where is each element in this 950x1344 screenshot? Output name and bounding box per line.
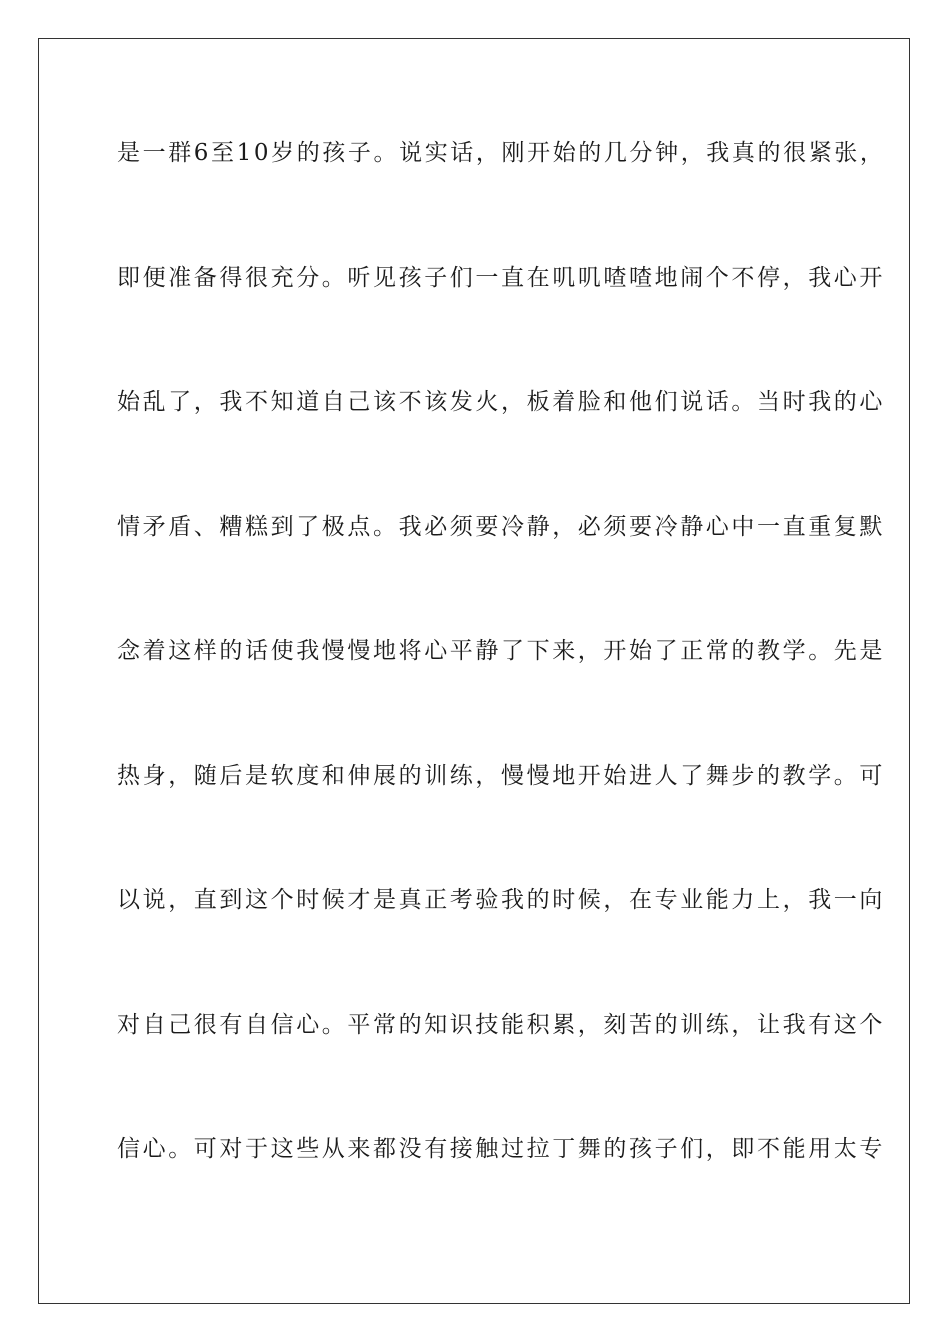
document-body [117, 128, 886, 1249]
text-line: 始乱了，我不知道自己该不该发火，板着脸和他们说话。当时我的心 [117, 389, 885, 415]
text-line: 热身，随后是软度和伸展的训练，慢慢地开始进人了舞步的教学。可 [117, 762, 885, 789]
text-line: 情矛盾、糟糕到了极点。我必须要冷静，必须要冷静心中一直重复默 [117, 513, 885, 540]
text-line: 以说，直到这个时候才是真正考验我的时候，在专业能力上，我一向 [117, 887, 885, 913]
text-line: 念着这样的话使我慢慢地将心平静了下来，开始了正常的教学。先是 [117, 638, 885, 664]
text-line: 即便准备得很充分。听见孩子们一直在叽叽喳喳地闹个不停，我心开 [117, 264, 885, 291]
text-line: 对自己很有自信心。平常的知识技能积累，刻苦的训练，让我有这个 [117, 1011, 885, 1038]
text-line: 信心。可对于这些从来都没有接触过拉丁舞的孩子们，即不能用太专 [117, 1136, 885, 1162]
text-line: 是一群6至10岁的孩子。说实话，刚开始的几分钟，我真的很紧张， [117, 140, 886, 166]
